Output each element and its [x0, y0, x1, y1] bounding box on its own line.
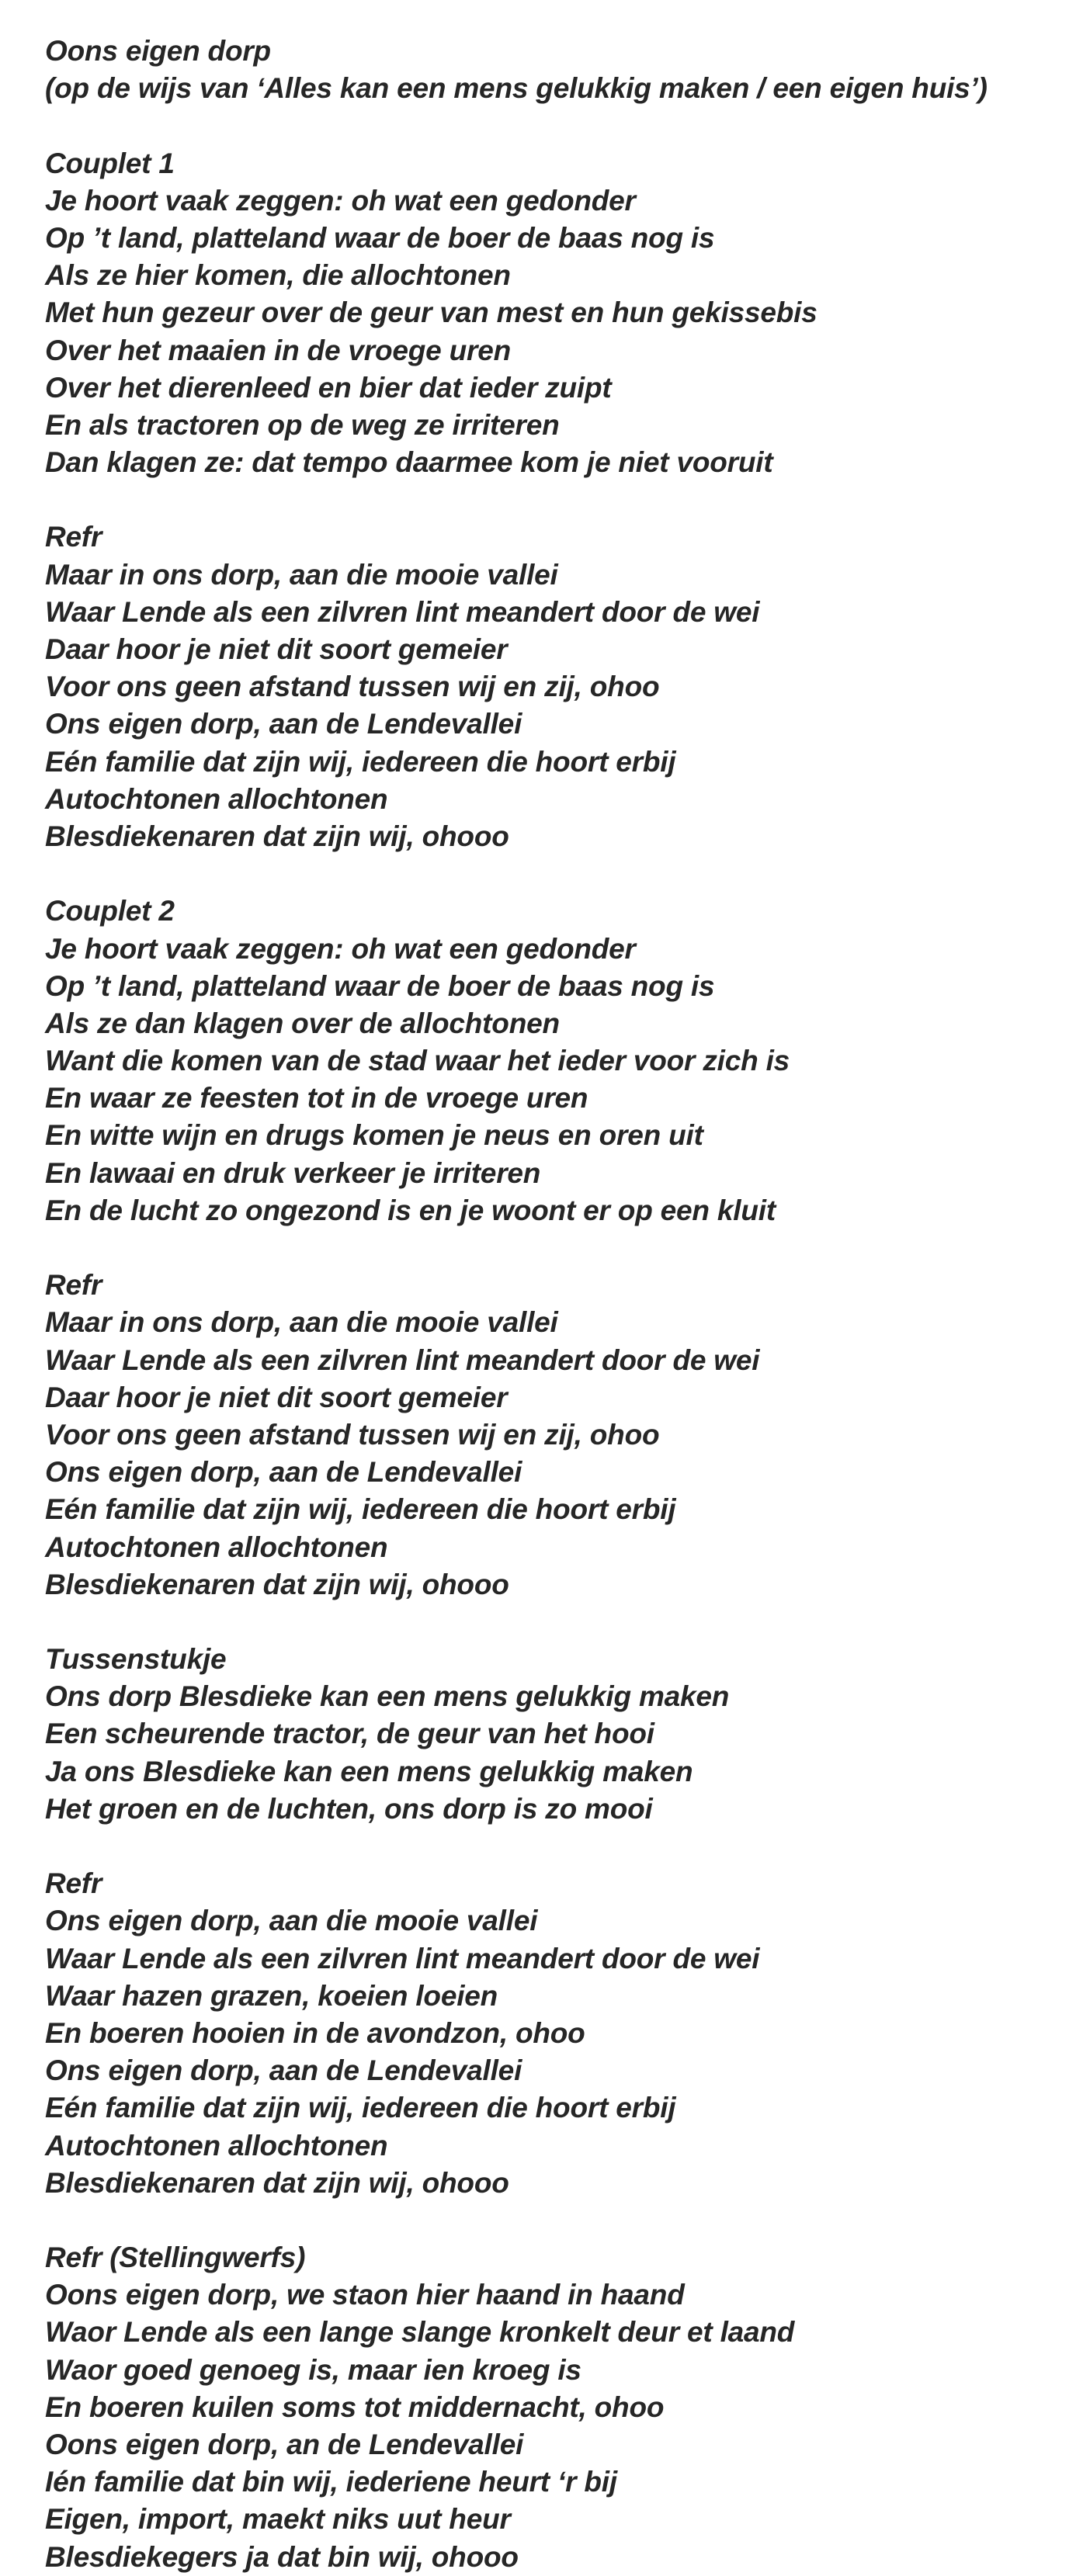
stanza-spacer	[45, 481, 1070, 518]
lyrics-sections	[45, 107, 1070, 2575]
lyric-line: Als ze hier komen, die allochtonen	[45, 259, 511, 292]
stanza-spacer	[45, 2202, 1070, 2239]
stanza	[45, 893, 1070, 1229]
stanza-spacer	[45, 1828, 1070, 1865]
lyric-line: Voor ons geen afstand tussen wij en zij, ohoo	[45, 1418, 660, 1451]
lyric-line: Je hoort vaak zeggen: oh wat een gedonder	[45, 184, 636, 217]
lyric-line: Blesdiekegers ja dat bin wij, ohooo	[45, 2540, 519, 2573]
stanza	[45, 145, 1070, 482]
lyric-line: Eén familie dat zijn wij, iedereen die hoort erbij	[45, 2092, 676, 2124]
lyric-line: Ons eigen dorp, aan die mooie vallei	[45, 1905, 538, 1937]
lyric-line: Oons eigen dorp, an de Lendevallei	[45, 2429, 524, 2460]
lyric-line: Ons eigen dorp, aan de Lendevallei	[45, 708, 522, 740]
lyric-line: Eén familie dat zijn wij, iedereen die hoort erbij	[45, 1493, 676, 1526]
lyric-line: En boeren kuilen soms tot middernacht, ohoo	[45, 2391, 665, 2423]
lyric-line: Op ’t land, platteland waar de boer de baas nog is	[45, 221, 715, 254]
stanza-heading: Refr (Stellingwerfs)	[45, 2241, 306, 2274]
stanza-heading: Tussenstukje	[45, 1643, 227, 1676]
lyric-line: Waar hazen grazen, koeien loeien	[45, 1979, 498, 2012]
lyric-line: Want die komen van de stad waar het ieder voor zich is	[45, 1045, 790, 1077]
lyric-line: Ons eigen dorp, aan de Lendevallei	[45, 2054, 522, 2087]
lyric-line: Oons eigen dorp, we staon hier haand in haand	[45, 2279, 685, 2311]
lyric-line: Ons eigen dorp, aan de Lendevallei	[45, 1456, 522, 1489]
lyric-line: Je hoort vaak zeggen: oh wat een gedonder	[45, 932, 636, 965]
stanza	[45, 1865, 1070, 2202]
lyric-line: Blesdiekenaren dat zijn wij, ohooo	[45, 1568, 509, 1600]
lyric-line: Waor Lende als een lange slange kronkelt deur et laand	[45, 2316, 795, 2349]
stanza-spacer	[45, 855, 1070, 893]
stanza	[45, 1641, 1070, 1828]
lyric-line: Waor goed genoeg is, maar ien kroeg is	[45, 2353, 581, 2386]
stanza-heading: Couplet 1	[45, 147, 175, 179]
lyric-line: Ién familie dat bin wij, iederiene heurt ‘r bij	[45, 2466, 617, 2498]
lyric-line: Daar hoor je niet dit soort gemeier	[45, 633, 508, 665]
lyric-line: Waar Lende als een zilvren lint meandert door de wei	[45, 1942, 760, 1974]
lyric-line: Autochtonen allochtonen	[45, 782, 388, 815]
lyric-line: En boeren hooien in de avondzon, ohoo	[45, 2016, 585, 2049]
lyric-line: Maar in ons dorp, aan die mooie vallei	[45, 1306, 558, 1339]
stanza-heading: Couplet 2	[45, 895, 175, 927]
lyric-line: Op ’t land, platteland waar de boer de baas nog is	[45, 969, 715, 1002]
lyric-line: Als ze dan klagen over de allochtonen	[45, 1007, 560, 1039]
lyric-line: Ja ons Blesdieke kan een mens gelukkig maken	[45, 1755, 693, 1787]
lyric-line: Autochtonen allochtonen	[45, 1531, 388, 1563]
lyric-line: Maar in ons dorp, aan die mooie vallei	[45, 558, 558, 591]
lyric-line: En als tractoren op de weg ze irriteren	[45, 408, 560, 441]
stanza-spacer	[45, 1229, 1070, 1267]
lyric-line: Eén familie dat zijn wij, iedereen die hoort erbij	[45, 745, 676, 778]
song-title: Oons eigen dorp	[45, 35, 271, 67]
stanza-heading: Refr	[45, 1867, 102, 1900]
lyric-line: Blesdiekenaren dat zijn wij, ohooo	[45, 820, 509, 852]
lyric-line: En witte wijn en drugs komen je neus en oren uit	[45, 1119, 703, 1152]
lyric-line: Eigen, import, maekt niks uut heur	[45, 2503, 511, 2536]
lyric-line: Voor ons geen afstand tussen wij en zij, ohoo	[45, 671, 660, 703]
lyric-line: Ons dorp Blesdieke kan een mens gelukkig maken	[45, 1680, 730, 1713]
lyric-line: Daar hoor je niet dit soort gemeier	[45, 1381, 508, 1413]
stanza-heading: Refr	[45, 521, 102, 553]
lyric-line: Over het dierenleed en bier dat ieder zuipt	[45, 371, 612, 404]
lyric-line: En lawaai en druk verkeer je irriteren	[45, 1156, 541, 1189]
lyric-line: Autochtonen allochtonen	[45, 2129, 388, 2162]
lyric-line: Waar Lende als een zilvren lint meandert door de wei	[45, 595, 760, 628]
song-subtitle: (op de wijs van ‘Alles kan een mens gelukkig maken / een eigen huis’)	[45, 72, 988, 105]
lyric-line: Het groen en de luchten, ons dorp is zo mooi	[45, 1792, 653, 1825]
lyric-line: En waar ze feesten tot in de vroege uren	[45, 1082, 588, 1115]
lyrics-document	[45, 33, 1070, 2576]
stanza	[45, 518, 1070, 855]
lyric-line: Over het maaien in de vroege uren	[45, 334, 511, 366]
lyric-line: Blesdiekenaren dat zijn wij, ohooo	[45, 2166, 509, 2199]
lyric-line: Waar Lende als een zilvren lint meandert door de wei	[45, 1343, 760, 1376]
stanza-heading: Refr	[45, 1269, 102, 1302]
lyric-line: Een scheurende tractor, de geur van het hooi	[45, 1718, 654, 1750]
lyric-line: En de lucht zo ongezond is en je woont er op een kluit	[45, 1194, 776, 1226]
lyric-line: Dan klagen ze: dat tempo daarmee kom je niet vooruit	[45, 446, 773, 479]
stanza-spacer	[45, 107, 1070, 144]
lyric-line: Met hun gezeur over de geur van mest en hun gekissebis	[45, 296, 818, 329]
stanza-spacer	[45, 1603, 1070, 1641]
stanza	[45, 2239, 1070, 2576]
stanza	[45, 1267, 1070, 1603]
